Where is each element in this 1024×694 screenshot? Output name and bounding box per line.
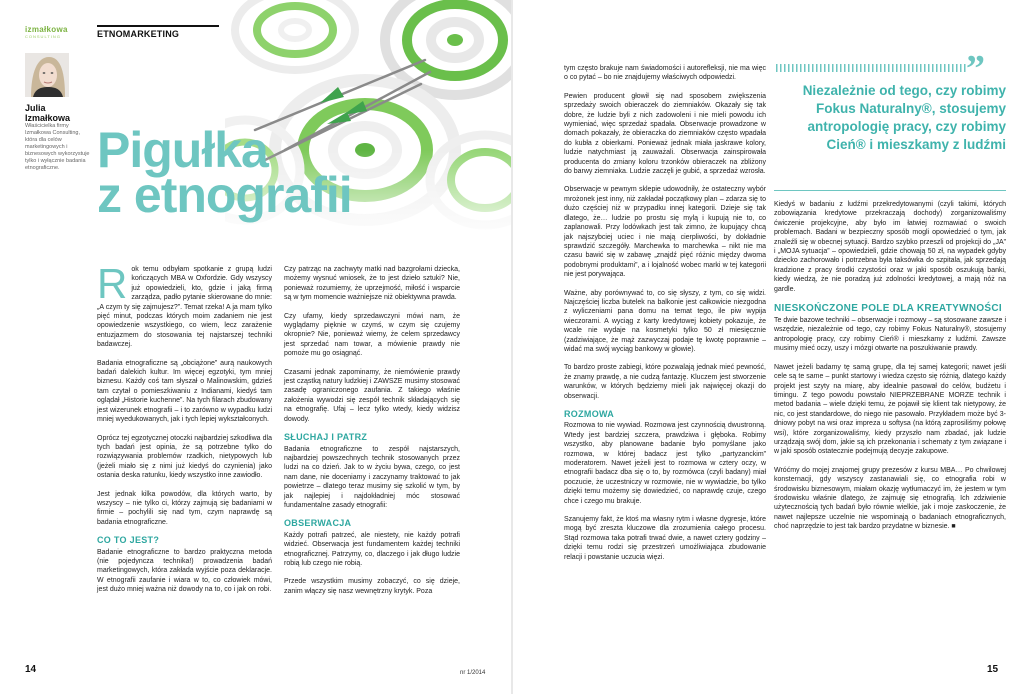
paragraph: Te dwie bazowe techniki – obserwacje i rozmowy – są stosowane zawsze i wszędzie, niezależnie od tego, czy robimy Fokus Naturalny®, stosujemy antropologię pracy, czy robimy Cień® i mieszkamy z ludźmi. Zawsze musimy mieć oczy, uszy i mózgi otwarte na poszukiwanie prawdy. — [774, 317, 1006, 353]
page-number-right: 15 — [987, 664, 999, 675]
paragraph: Badanie etnograficzne to bardzo praktyczna metoda (nie pojedyncza technika!) prowadzenia badań marketingowych, która zakłada wyjście poza deklaracje. W etnografii zaufanie i wiara w to, co człowiek mówi, jest dużo mniej ważna niż dowody na to, co i jak on robi. — [97, 548, 272, 594]
subheading: OBSERWACJA — [284, 518, 352, 529]
author-photo — [25, 53, 69, 97]
article-title: Pigułka z etnografii — [97, 122, 352, 223]
subheading: ROZMOWA — [564, 409, 615, 419]
text-column-2 — [284, 265, 460, 605]
paragraph: Pewien producent głowił się nad sposobem zwiększenia sprzedaży swoich obieraczek do ziemniaków. Okazały się tak dobre, że ludzie byli z nich zadowoleni i nie mieli powodu ich wymieniać, więc sprzedaż spadała. Obserwacje prowadzone w domach pokazały, że obieraczka do ziemniaków często wpadała do kubła z obierkami. Ponieważ jednak miała jaskrawe kolory, ludzie natychmiast ją zauważali. Obserwacja zainspirowała producenta do zmiany koloru trzonków obieraczek na zbliżony do barwy ziemniaka. Ludzie zaczęli je gubić, a sprzedaż wzrosła. — [564, 92, 766, 176]
paragraph: Czy patrząc na zachwyty matki nad bazgrołami dziecka, możemy wysnuć wniosek, że to jest dzieło sztuki? Nie, ponieważ rozumiemy, że uprzejmość, miłość i wsparcie są w tym momencie ważniejsze niż obiektywna prawda. — [284, 266, 460, 302]
paragraph: Badania etnograficzne są „obciążone” aurą naukowych badań dalekich kultur. Im więcej egzotyki, tym mniej biznesu. Każdy coś tam słyszał o Malinowskim, gdzieś tam czytał o pomieszkiwaniu z Indianami, kiedyś tam oglądał „Historie kuchenne”. Na tych filarach zbudowany jest wizerunek etnografii – i to zarówno w wypadku ludzi mniej wyedukowanych, jak i tych lepiej wykształconych. — [97, 359, 272, 424]
pullquote: Niezależnie od tego, czy robimy Fokus Naturalny®, stosujemy antropologię pracy, czy robimy Cień® i mieszkamy z ludźmi — [802, 83, 1006, 152]
author-portrait-icon — [25, 53, 69, 97]
drop-cap: R — [97, 260, 128, 307]
subheading: SŁUCHAJ I PATRZ — [284, 432, 368, 443]
paragraph: Każdy potrafi patrzeć, ale niestety, nie każdy potrafi widzieć. Obserwacja jest fundamentem każdej techniki etnograficznej. Patrzymy, co, dlaczego i jak długo ludzie robią lub czego nie robią. — [284, 531, 460, 567]
paragraph: Czy ufamy, kiedy sprzedawczyni mówi nam, że wyglądamy pięknie w czymś, w czym się czujemy okropnie? Nie, ponieważ wiemy, że celem sprzedawcy jest sprzedać nam towar, a mówienie prawdy nie pomoże mu go osiągnąć. — [284, 312, 460, 358]
paragraph: Jest jednak kilka powodów, dla których warto, by wszyscy – nie tylko ci, którzy zajmują się badaniami w firmie – pochylili się nad tym, czym naprawdę są badania etnograficzne. — [97, 490, 272, 526]
paragraph: Nawet jeżeli badamy tę samą grupę, dla tej samej kategorii; nawet jeśli cele są te same – punkt startowy i wiedza często się różnią, dlatego każdy projekt jest szyty na miarę, aby idealnie pasował do celów, budżetu i timingu. Z tego powodu powstało NIEPRZEBRANE MORZE technik i metod badania – wiele dzięki temu, że pojawił się klient tak nietypowy, że nic, co jest standardowe, do niego nie pasowało. Przykładem może być 3-dniowy pobyt na wsi oraz impreza u softysa (na którą zaprosiliśmy połowę wsi), które zorganizowaliśmy, kiedy przyszło nam zbadać, jak ludzie urządzają swój dom, jakie są ich przekonania i schematy z tym związane i w jaki sposób ostatecznie podejmują decyzje zakupowe. — [774, 363, 1006, 456]
paragraph: Oprócz tej egzotycznej otoczki najbardziej szkodliwa dla tych badań jest opinia, że są potrzebne tylko do rozwiązywania problemów rzadkich, nietypowych lub (jeżeli miało się z nimi już kiedyś do czynienia) jako ostania deska ratunku, kiedy wszystko inne zawiodło. — [97, 434, 272, 480]
paragraph: Ważne, aby porównywać to, co się słyszy, z tym, co się widzi. Najczęściej liczba butelek na balkonie jest całkowicie niezgodna z wyliczeniami pana domu na temat tego, ile piw wypija wieczorami. A wyciąg z karty kredytowej kobiety pokazuje, że wcale nie wydaje na kosmetyki tylko 50 zł miesięcznie (zadziwiające, że mąż zazwyczaj podaje tę kwotę poprawnie – widać ma swój wyciąg bankowy w głowie). — [564, 289, 766, 353]
page-number-left: 14 — [25, 664, 37, 675]
right-page — [512, 0, 1024, 694]
paragraph: Rok temu odbyłam spotkanie z grupą ludzi kończących MBA w Oxfordzie. Gdy wszyscy już opowiedzieli, kto, gdzie i jaką firmą zarządza, padło pytanie skierowane do mnie: „A czym ty się zajmujesz?”. Temat rzeka! A ja mam tylko pięć minut, podczas których moim zadaniem nie jest opowiedzenie wszystkiego, co wiem, lecz zarażenie entuzjazmem do stosowania tej najstarszej techniki badawczej. — [97, 260, 272, 349]
author-bio: Właścicielka firmy Izmałkowa Consulting, która dla celów marketingowych i biznesowych wykorzystuje tylko i wyłącznie badania etnograficzne. — [25, 123, 90, 171]
paragraph: tym często brakuje nam świadomości i autorefleksji, nie ma więc o co pytać – bo nie znajdujemy właściwych odpowiedzi. — [564, 65, 766, 82]
subheading: CO TO JEST? — [97, 535, 160, 546]
paragraph: Szanujemy fakt, że ktoś ma własny rytm i własne dygresje, które mogą być zreszta kluczowe dla zrozumienia całego procesu. Stąd rozmowa taka potrafi trwać dwie, a nawet cztery godziny – dzięki temu rodzi się przestrzeń umożliwiająca zbudowanie relacji i powstanie uczucia więzi. — [564, 516, 766, 561]
quote-mark-icon: ” — [966, 48, 985, 90]
text-column-1 — [97, 260, 272, 604]
paragraph: Kiedyś w badaniu z ludźmi przekredytowanymi (czyli takimi, których zobowiązania kredytowe przekraczają dochody) zorganizowaliśmy ćwiczenie projekcyjne, aby było im łatwiej rozmawiać o swoich problemach. Badani w bezpieczny sposób mogli opowiedzieć o tym, jak znaleźli się w obecnej sytuacji. Bardzo szybko przeszli od projekcji do „JA” i „MOJA sytuacja” – opowiedzieli, gdzie chowają 50 zł, na wypadek gdyby dziecko zachorowało i potrzebna była taksówka do szpitala, jak sprzedają kradzione z pracy środki czystości oraz w jaki sposób oszukują banki, kiedy wiedzą, że nie poradzą już zdolności kredytowej, a mają nóż na gardle. — [774, 201, 1006, 293]
paragraph: Wróćmy do mojej znajomej grupy prezesów z kursu MBA… Po chwilowej konsternacji, gdy wszyscy zastanawiali się, co etnografia robi w środowisku biznesowym, miałam okazję wytłumaczyć im, że jestem w tym środowisku właśnie dlatego, że zajmuję się etnografią. Ich zdziwienie użytecznością tych badań było równie wielkie, jak i moje zaskoczenie, że nawet najlepsze uczelnie nie wspominają o badaniach etnograficznych, choć naprzędzie to jest tak bardzo przydatne w biznesie. ■ — [774, 466, 1006, 531]
pullquote-rule — [774, 190, 1006, 191]
section-rule — [97, 25, 219, 27]
paragraph: Przede wszystkim musimy zobaczyć, co się dzieje, zanim włączy się nasz wewnętrzny krytyk. Poza — [284, 578, 460, 595]
paragraph: To bardzo proste zabiegi, które pozwalają jednak mieć pewność, że znamy prawdę, a nie cudzą fantazję. Kluczem jest stworzenie warunków, w których będziemy mieli jak najwięcej okazji do obserwacji. — [564, 364, 766, 400]
author-name: Julia Izmałkowa — [25, 103, 71, 123]
brand-logo-sub: CONSULTING — [25, 34, 61, 39]
brand-logo: izmałkowa — [25, 25, 68, 34]
subheading: NIESKOŃCZONE POLE DLA KREATYWNOŚCI — [774, 303, 1002, 315]
paragraph: Obserwacje w pewnym sklepie udowodniły, że ostateczny wybór mrożonek jest inny, niż zakładał początkowy plan – zdarza się to dużo częściej niż w przypadku innej kategorii. Dzieje się tak dlatego, że… ludzie po prostu się mylą i kupują nie to, co zaplanowali. Przy lodówkach jest tak zimno, że kupujący chcą jak najszybciej uciec i nie mają cierpliwości, by dokładnie sprawdzić szczegóły. Marchewka to marchewka – nikt nie ma czasu bawić się w zabawę „znajdź pięć różnic między dwoma podobnymi produktami”, a i lojalność wobec marki w tej kategorii nie jest porywająca. — [564, 186, 766, 279]
paragraph: Czasami jednak zapominamy, że niemówienie prawdy jest cząstką natury ludzkiej i ZAWSZE musimy stosować zasadę ograniczonego zaufania. Z takiego właśnie założenia wywodzi się zespół technik składających się na etnografię. Ufaj – lecz tylko wtedy, kiedy widzisz dowody. — [284, 368, 460, 423]
paragraph: Rozmowa to nie wywiad. Rozmowa jest czynnością dwustronną. Wtedy jest bardziej szczera, prawdziwa i głęboka. Robimy wszystko, aby planowane badanie było pomyślane jako rozmowa, w której badacz jest tylko „partyzanckim” moderatorem. Nawet jeżeli jest to rozmowa w cztery oczy, w etnografii badacz dba się o to, by rozmówca (czyli badany) miał poczucie, że uczestniczy w rozmowie, nie w wywiadzie, bo tylko dzięki temu możemy się dowiedzieć, co naprawdę czuje, czego chce i czego mu brakuje. — [564, 422, 766, 505]
text-column-4 — [774, 200, 1006, 541]
section-label: ETNOMARKETING — [97, 29, 180, 39]
paragraph: Badania etnograficzne to zespół najstarszych, najbardziej powszechnych technik stosowanych przez ludzi na co dzień. Jak to w życiu bywa, czego, co jest nam dane, nie doceniamy i zaczynamy traktować to jak powietrze – dlatego teraz musimy się szkolić w tym, by jak najlepiej i najdokładniej móc stosować fundamentalne zasady etnografii: — [284, 445, 460, 509]
pullquote-bar — [776, 64, 966, 72]
text-column-3 — [564, 64, 766, 571]
issue-label: nr 1/2014 — [460, 670, 486, 676]
